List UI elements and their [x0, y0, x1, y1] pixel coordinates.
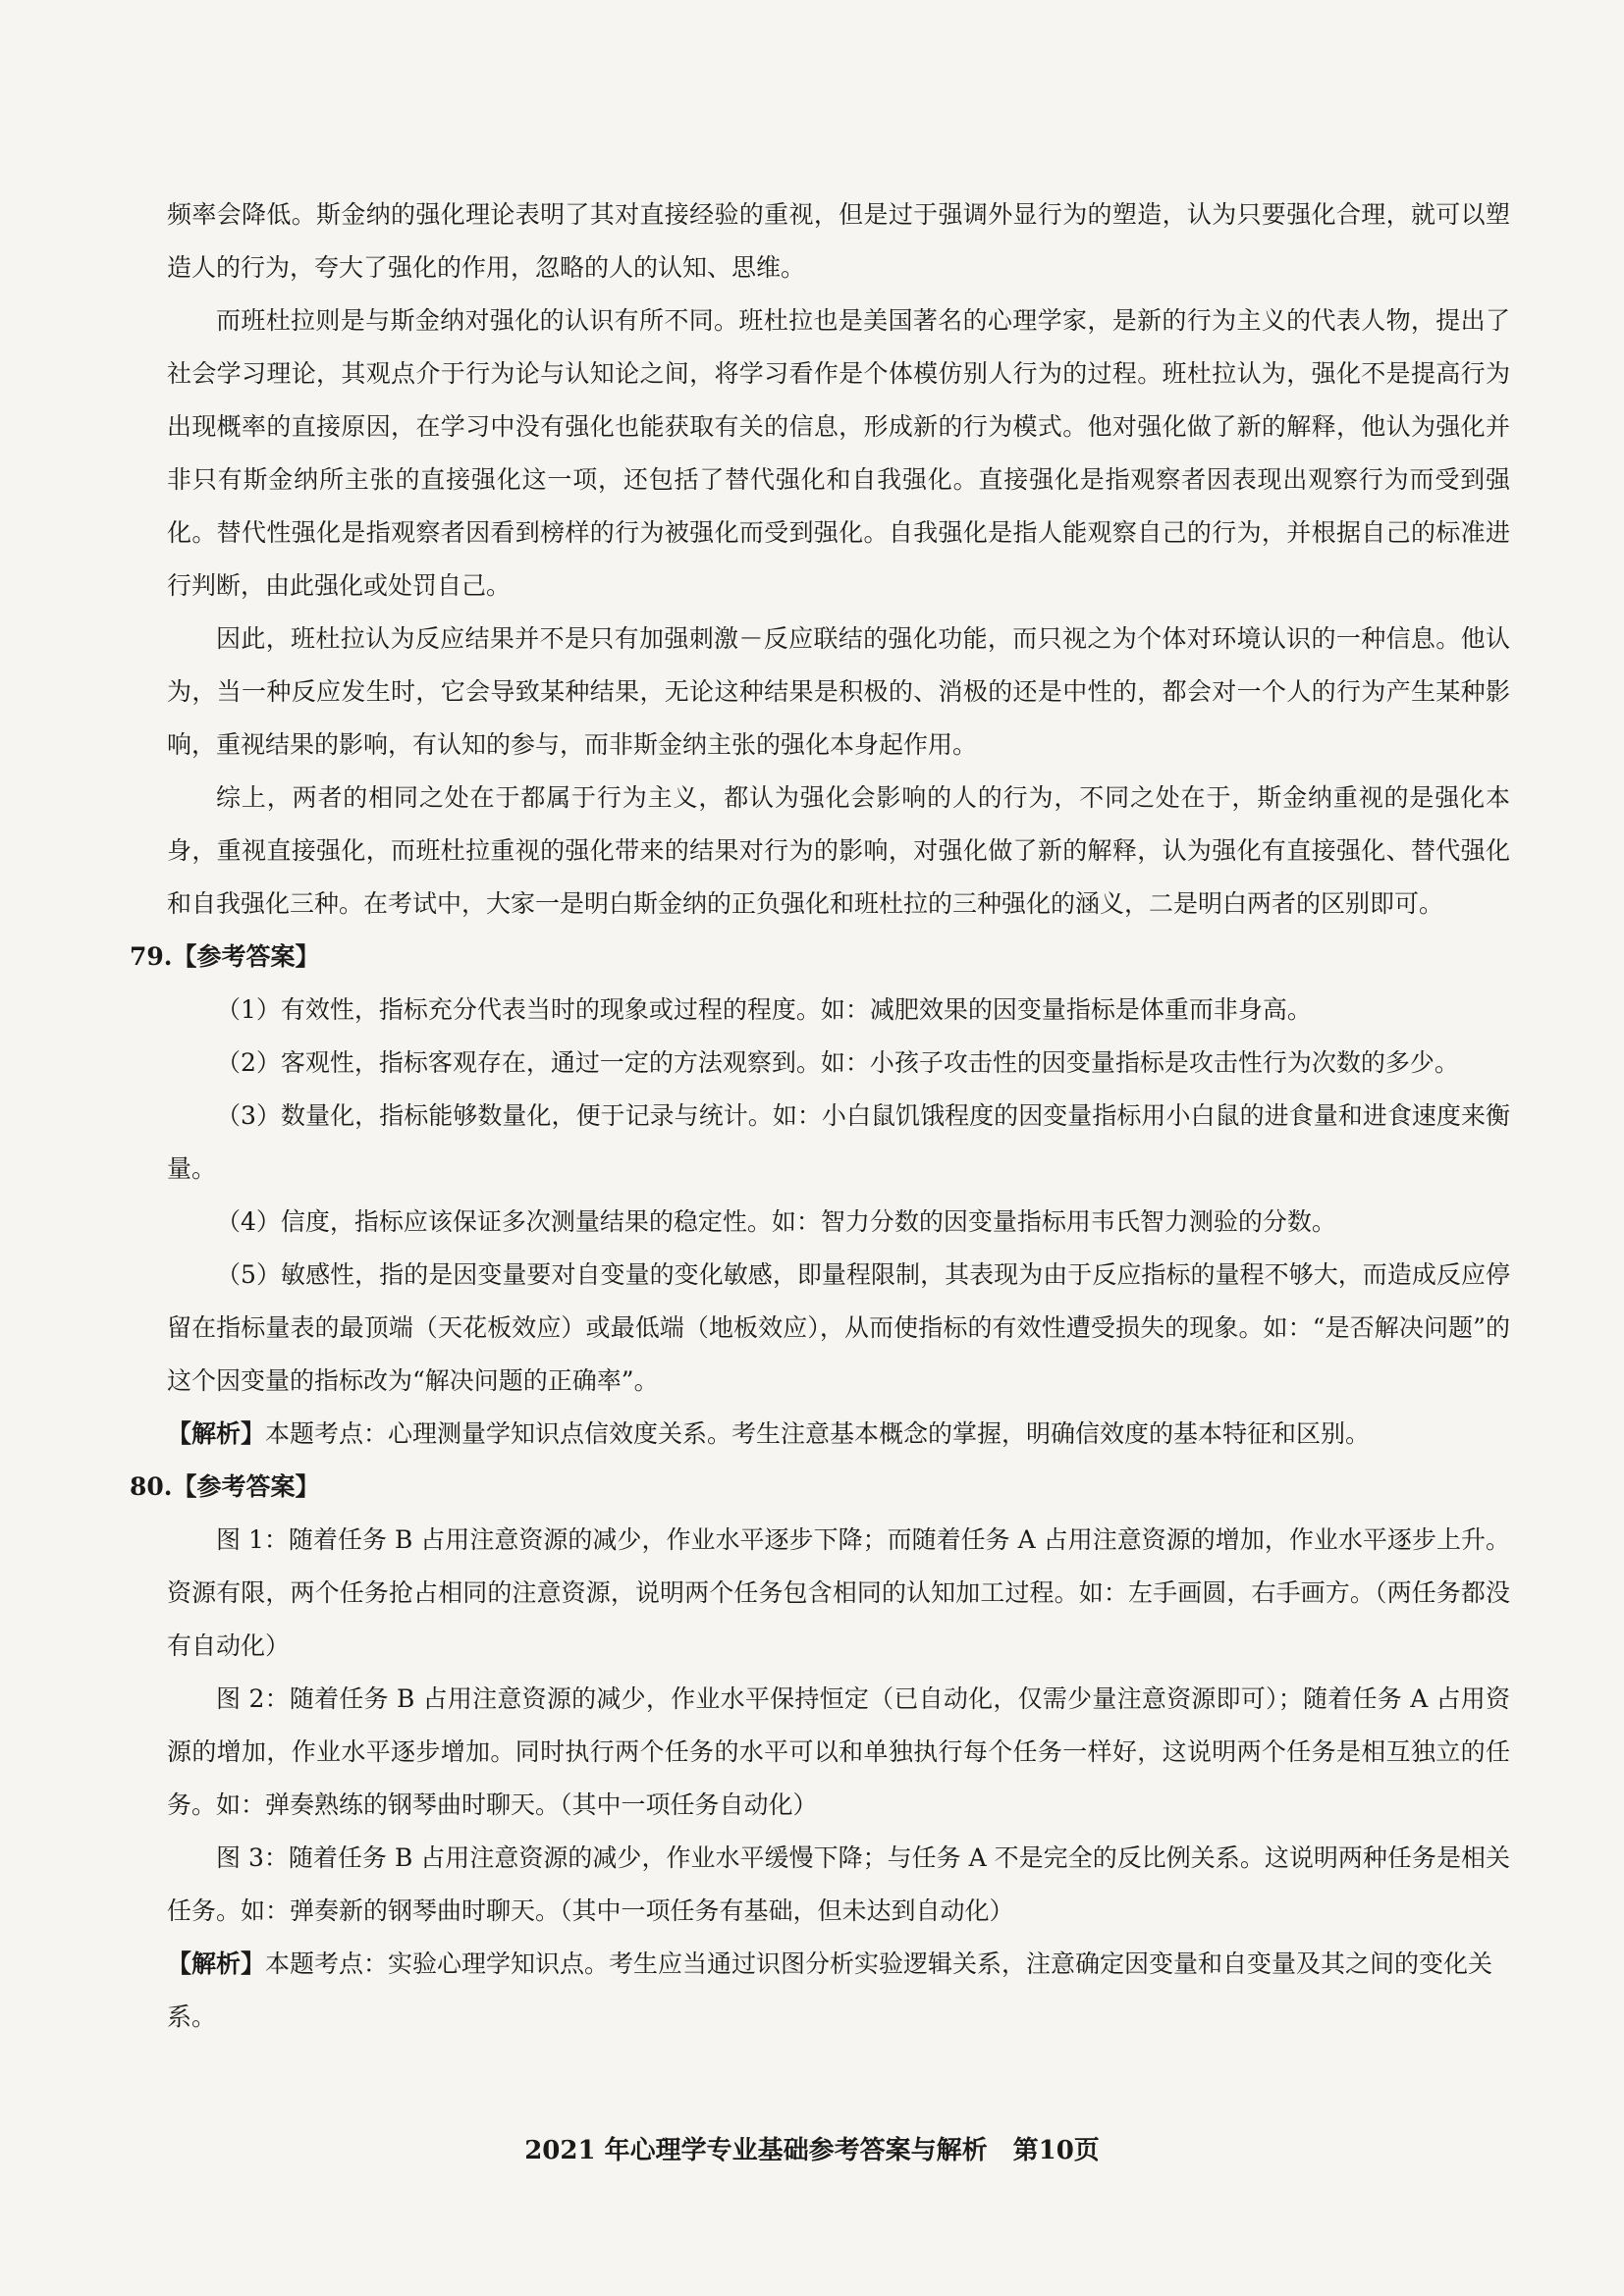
analysis-note	[167, 1408, 1510, 1461]
answer-item: （1）有效性，指标充分代表当时的现象或过程的程度。如：减肥效果的因变量指标是体重而非身高。	[216, 995, 1312, 1024]
paragraph: 综上，两者的相同之处在于都属于行为主义，都认为强化会影响的人的行为，不同之处在于，斯金纳重视的是强化本身，重视直接强化，而班杜拉重视的强化带来的结果对行为的影响，对强化做了新的解释，认为强化有直接强化、替代强化和自我强化三种。在考试中，大家一是明白斯金纳的正负强化和班杜拉的三种强化的涵义，二是明白两者的区别即可。	[167, 783, 1510, 918]
analysis-tag: 【解析】	[167, 1949, 266, 1978]
analysis-text: 本题考点：实验心理学知识点。考生应当通过识图分析实验逻辑关系，注意确定因变量和自变量及其之间的变化关系。	[167, 1949, 1493, 2031]
page-body	[130, 188, 1510, 2044]
answer-item: 图 3：随着任务 B 占用注意资源的减少，作业水平缓慢下降；与任务 A 不是完全的反比例关系。这说明两种任务是相关任务。如：弹奏新的钢琴曲时聊天。（其中一项任务有基础，但未达到自动化）	[167, 1843, 1510, 1925]
answer-item: （5）敏感性，指的是因变量要对自变量的变化敏感，即量程限制，其表现为由于反应指标的量程不够大，而造成反应停留在指标量表的最顶端（天花板效应）或最低端（地板效应），从而使指标的有效性遭受损失的现象。如：“是否解决问题”的这个因变量的指标改为“解决问题的正确率”。	[167, 1260, 1510, 1395]
question-80-header	[130, 1461, 1510, 1514]
analysis-tag: 【解析】	[167, 1419, 266, 1448]
answer-item: 图 2：随着任务 B 占用注意资源的减少，作业水平保持恒定（已自动化，仅需少量注意资源即可）；随着任务 A 占用资源的增加，作业水平逐步增加。同时执行两个任务的水平可以和单独执行每个任务一样好，这说明两个任务是相互独立的任务。如：弹奏熟练的钢琴曲时聊天。（其中一项任务自动化）	[167, 1684, 1510, 1819]
question-number: 80.	[130, 1472, 173, 1501]
answer-label: 【参考答案】	[172, 1472, 320, 1501]
page-footer: 2021 年心理学专业基础参考答案与解析 第10页	[524, 2136, 1100, 2165]
answer-item: 图 1：随着任务 B 占用注意资源的减少，作业水平逐步下降；而随着任务 A 占用注意资源的增加，作业水平逐步上升。资源有限，两个任务抢占相同的注意资源，说明两个任务包含相同的认知加工过程。如：左手画圆，右手画方。（两任务都没有自动化）	[167, 1525, 1510, 1660]
answer-label: 【参考答案】	[172, 942, 320, 971]
paragraph: 因此，班杜拉认为反应结果并不是只有加强刺激－反应联结的强化功能，而只视之为个体对环境认识的一种信息。他认为，当一种反应发生时，它会导致某种结果，无论这种结果是积极的、消极的还是中性的，都会对一个人的行为产生某种影响，重视结果的影响，有认知的参与，而非斯金纳主张的强化本身起作用。	[167, 624, 1510, 759]
question-79-header	[130, 931, 1510, 984]
answer-item: （4）信度，指标应该保证多次测量结果的稳定性。如：智力分数的因变量指标用韦氏智力测验的分数。	[216, 1207, 1336, 1236]
question-number: 79.	[130, 942, 173, 971]
analysis-note	[167, 1938, 1510, 2044]
analysis-text: 本题考点：心理测量学知识点信效度关系。考生注意基本概念的掌握，明确信效度的基本特征和区别。	[265, 1419, 1371, 1448]
answer-item: （2）客观性，指标客观存在，通过一定的方法观察到。如：小孩子攻击性的因变量指标是攻击性行为次数的多少。	[216, 1048, 1459, 1077]
paragraph: 而班杜拉则是与斯金纳对强化的认识有所不同。班杜拉也是美国著名的心理学家，是新的行为主义的代表人物，提出了社会学习理论，其观点介于行为论与认知论之间，将学习看作是个体模仿别人行为的过程。班杜拉认为，强化不是提高行为出现概率的直接原因，在学习中没有强化也能获取有关的信息，形成新的行为模式。他对强化做了新的解释，他认为强化并非只有斯金纳所主张的直接强化这一项，还包括了替代强化和自我强化。直接强化是指观察者因表现出观察行为而受到强化。替代性强化是指观察者因看到榜样的行为被强化而受到强化。自我强化是指人能观察自己的行为，并根据自己的标准进行判断，由此强化或处罚自己。	[167, 306, 1510, 600]
paragraph: 频率会降低。斯金纳的强化理论表明了其对直接经验的重视，但是过于强调外显行为的塑造，认为只要强化合理，就可以塑造人的行为，夸大了强化的作用，忽略的人的认知、思维。	[167, 200, 1510, 282]
answer-item: （3）数量化，指标能够数量化，便于记录与统计。如：小白鼠饥饿程度的因变量指标用小白鼠的进食量和进食速度来衡量。	[167, 1101, 1510, 1183]
